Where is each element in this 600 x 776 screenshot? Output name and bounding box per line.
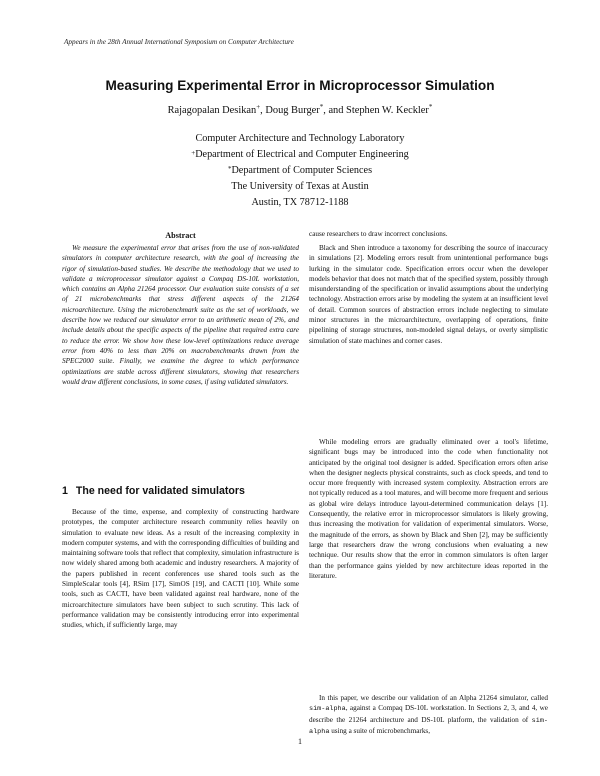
affiliation-lab: Computer Architecture and Technology Laboratory xyxy=(195,133,405,144)
conference-note: Appears in the 28th Annual International Symposium on Computer Architecture xyxy=(64,38,294,46)
section-number: 1 xyxy=(62,485,68,497)
continued-text: cause researchers to draw incorrect conclusions. xyxy=(309,230,448,238)
affiliation-cs xyxy=(0,163,600,179)
paragraph-modeling-errors: While modeling errors are gradually eliminated over a tool's lifetime, significant bugs may be introduced into the code when functionality not anticipated by the original tool designer is added. Specification errors often arise when the designer neglects physical constraints, such as clock speeds, and tend to occur more frequently with increased system complexity. Abstraction errors are not typically reduced as a tool matures, and will become more frequent and serious as global wire delays introduce layout-determined communication delays [1]. Consequently, the relative error in microprocessor simulators is likely growing, thus increasing the motivation for validation of experimental simulators. Worse, the magnitude of the errors, as shown by Black and Shen [2], may be sufficiently large that researchers draw the wrong conclusions when evaluating a new technique. Our results show that the error in common simulators is often larger than the performance gains yielded by new architecture ideas reported in the literature. xyxy=(309,438,548,580)
text-run: In this paper, we describe our validation of an Alpha 21264 simulator, called xyxy=(319,694,548,702)
affiliation-ece xyxy=(0,147,600,163)
author-mark: * xyxy=(428,103,433,111)
section-heading xyxy=(62,485,245,497)
code-sim-alpha: sim-alpha xyxy=(309,705,346,714)
affiliation-cs-text: Department of Computer Sciences xyxy=(231,165,373,176)
author-keckler: and Stephen W. Keckler xyxy=(328,105,429,116)
author-mark: * xyxy=(319,103,324,111)
abstract-heading: Abstract xyxy=(165,231,196,240)
author-burger: Doug Burger xyxy=(265,105,320,116)
affiliations xyxy=(0,131,600,211)
page-number: 1 xyxy=(298,737,302,746)
author-desikan: Rajagopalan Desikan xyxy=(167,105,257,116)
author-mark: + xyxy=(256,103,261,111)
author-line: Rajagopalan Desikan+, Doug Burger*, and Stephen W. Keckler* xyxy=(167,103,433,116)
section-title: The need for validated simulators xyxy=(75,485,245,497)
paper-title: Measuring Experimental Error in Microprocessor Simulation xyxy=(105,78,495,93)
affiliation-mark: * xyxy=(227,165,232,173)
text-run: using a suite of microbenchmarks, xyxy=(329,726,431,735)
affiliation-ece-text: Department of Electrical and Computer Engineering xyxy=(195,149,409,160)
affiliation-city: Austin, TX 78712-1188 xyxy=(251,197,349,208)
affiliation-university: The University of Texas at Austin xyxy=(231,181,369,192)
abstract-text: We measure the experimental error that arises from the use of non-validated simulators in computer architecture research, with the goal of increasing the rigor of simulation-based studies. We describe the methodology that we used to validate a microprocessor simulator against a Compaq DS-10L workstation, which contains an Alpha 21264 processor. Our evaluation suite consists of a set of 21 microbenchmarks that stress different aspects of the 21264 microarchitecture. Using the microbenchmark suite as the set of workloads, we describe how we reduced our simulator error to an arithmetic mean of 2%, and include details about the specific aspects of the pipeline that required extra care to reduce the error. We show how these low-level optimizations reduce average error from 40% to less than 20% on macrobenchmarks drawn from the SPEC2000 suite. Finally, we examine the degree to which performance optimizations are stable across different simulators, showing that researchers would draw different conclusions, in some cases, if using validated simulators. xyxy=(62,244,299,386)
paragraph-validation xyxy=(309,693,548,737)
intro-paragraph: Because of the time, expense, and complexity of constructing hardware prototypes, the computer architecture research community relies heavily on simulation to evaluate new ideas. As a result of the increasing complexity in modern computer systems, and with the corresponding difficulties of building and maintaining software tools that reflect that complexity, simulation infrastructure is now widely shared among both academic and industry researchers. A majority of the papers published in recent conferences use shared tools such as the SimpleScalar tools [4], RSim [17], SimOS [19], and CACTI [10]. While some tools, such as CACTI, have been validated against real hardware, none of the microarchitecture simulators have been subject to such scrutiny. This lack of performance validation may be consistently introducing error into experimental studies, which, if sufficiently large, may xyxy=(62,508,299,630)
code-sim-alpha: sim-alpha xyxy=(309,716,548,736)
paragraph-taxonomy: Black and Shen introduce a taxonomy for describing the source of inaccuracy in simulations [2]. Modeling errors result from unintentional performance bugs lurking in the simulator code. Specification errors occur when the developer models behavior that does not match that of the specified system, possibly through misunderstanding of the specification or invalid assumptions about the underlying technology. Abstraction errors arise by modeling the system at an insufficient level of detail. Common sources of abstraction errors include neglecting to simulate minor structures in the microarchitecture, overlapping of operations, finite pipelining of storage structures, non-modeled signal delays, or overly simplistic simulation of state machines and corner cases. xyxy=(309,244,548,345)
affiliation-mark: + xyxy=(191,149,196,157)
text-run: , against a Compaq DS-10L workstation. In Sections 2, 3, and 4, we describe the 21264 architecture and DS-10L platform, the validation of xyxy=(309,704,548,724)
